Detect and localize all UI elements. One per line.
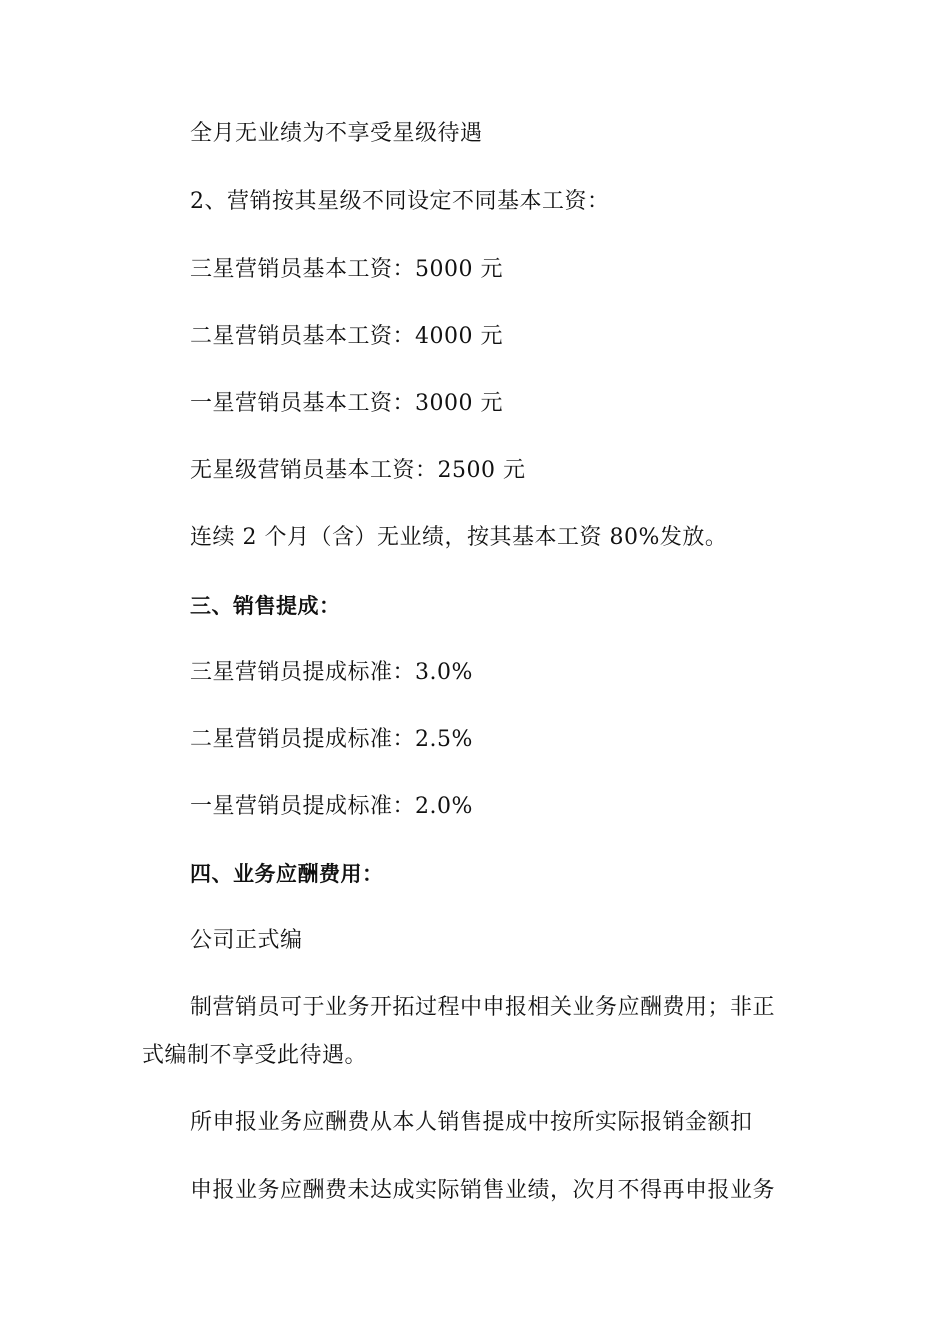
salary-three-star: 三星营销员基本工资：5000 元: [190, 257, 503, 282]
paragraph-company-formal: 公司正式编: [190, 928, 303, 953]
commission-one-star: 一星营销员提成标准：2.0%: [190, 794, 473, 819]
commission-two-star: 二星营销员提成标准：2.5%: [190, 727, 473, 752]
paragraph-consecutive-months: 连续 2 个月（含）无业绩，按其基本工资 80%发放。: [190, 525, 728, 550]
paragraph-expense-declaration: 制营销员可于业务开拓过程中申报相关业务应酬费用；非正: [190, 995, 776, 1020]
salary-two-star: 二星营销员基本工资：4000 元: [190, 324, 503, 349]
paragraph-expense-restriction: 申报业务应酬费未达成实际销售业绩，次月不得再申报业务: [190, 1178, 776, 1203]
paragraph-expense-deduction: 所申报业务应酬费从本人销售提成中按所实际报销金额扣: [190, 1110, 753, 1135]
section-heading-sales-commission: 三、销售提成：: [190, 593, 341, 618]
commission-three-star: 三星营销员提成标准：3.0%: [190, 660, 473, 685]
paragraph-base-salary-intro: 2、营销按其星级不同设定不同基本工资：: [190, 189, 610, 214]
salary-no-star: 无星级营销员基本工资：2500 元: [190, 458, 526, 483]
paragraph-expense-declaration-cont: 式编制不享受此待遇。: [142, 1043, 368, 1068]
paragraph-no-performance: 全月无业绩为不享受星级待遇: [190, 121, 483, 146]
section-heading-entertainment-expenses: 四、业务应酬费用：: [190, 861, 384, 886]
salary-one-star: 一星营销员基本工资：3000 元: [190, 391, 503, 416]
